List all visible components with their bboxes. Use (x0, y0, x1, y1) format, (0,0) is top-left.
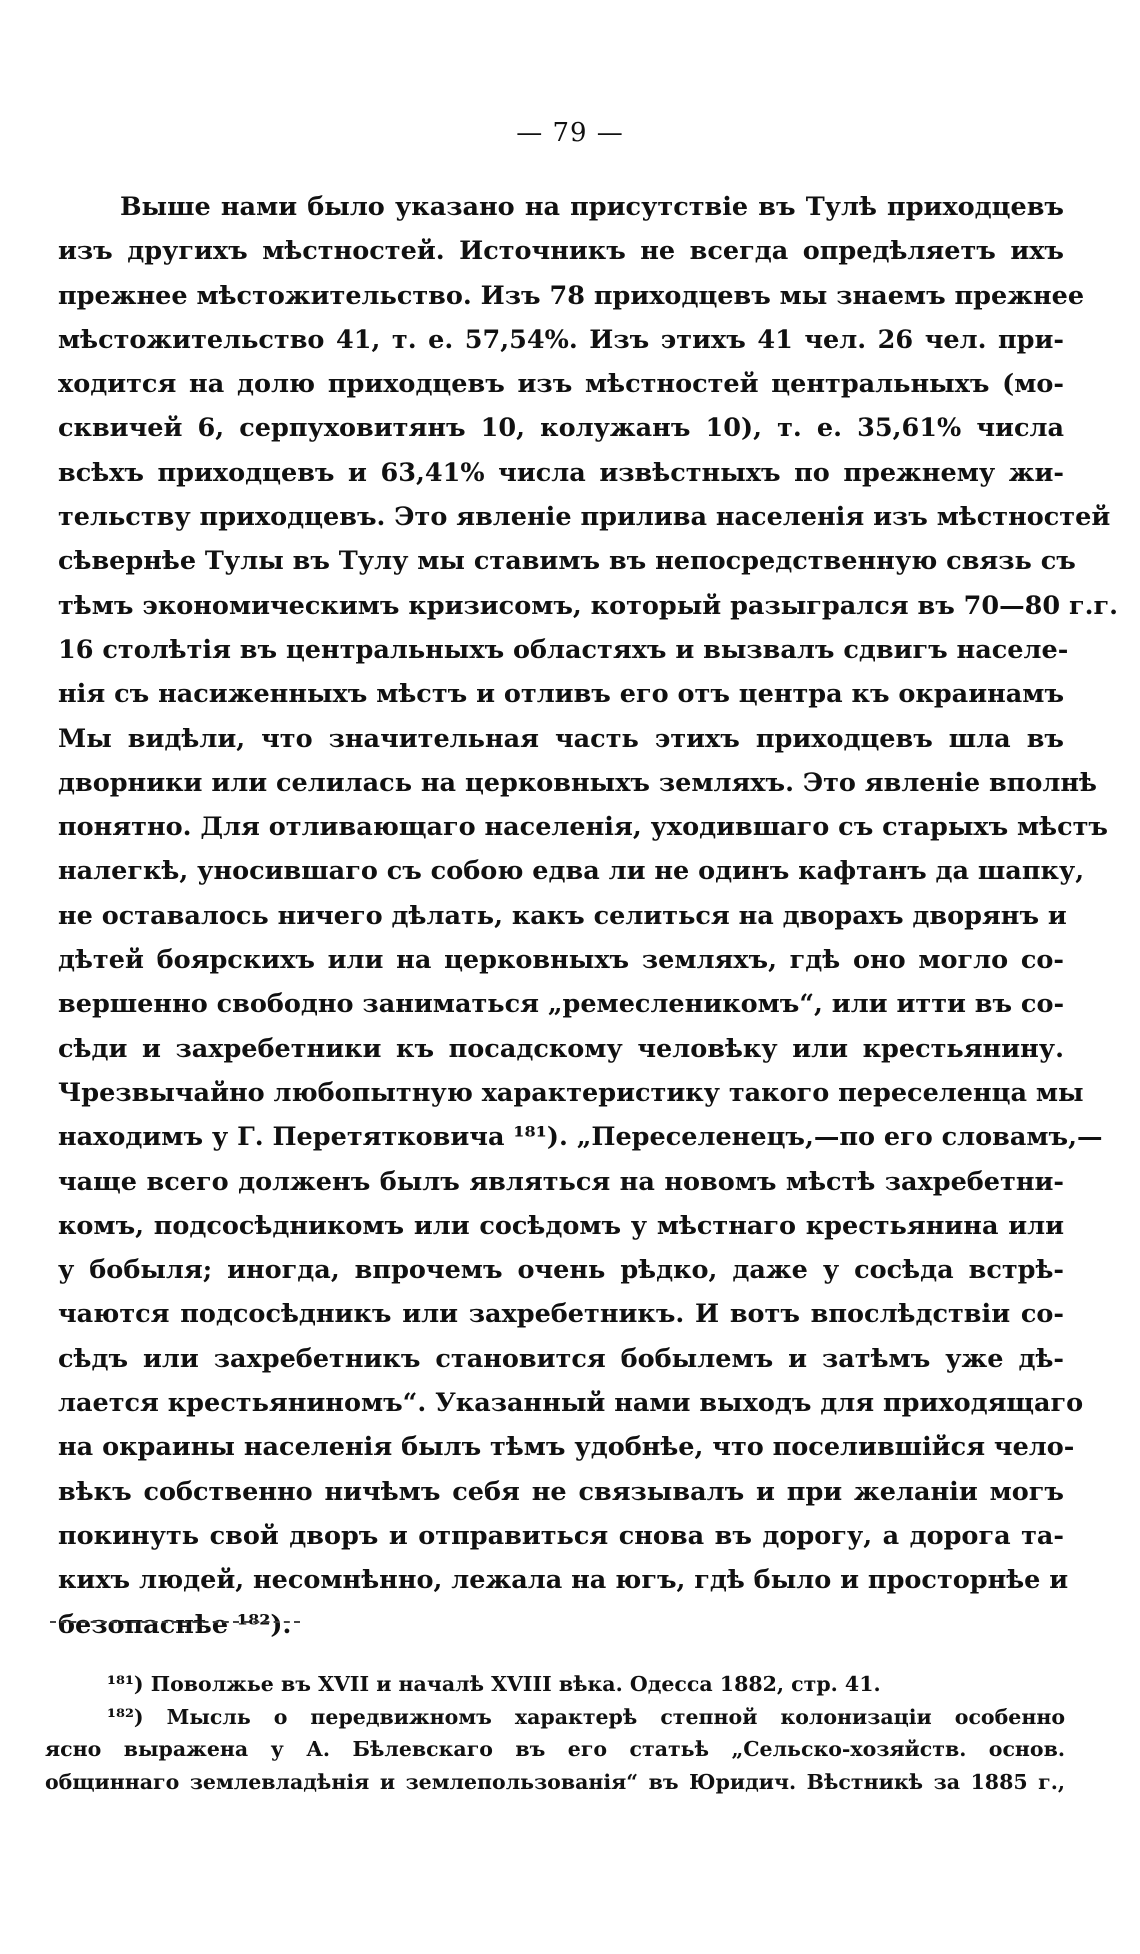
text-line: находимъ у Г. Перетятковича ¹⁸¹). „Переселенецъ,—по его словамъ,— (58, 1122, 1103, 1153)
text-line: налегкѣ, уносившаго съ собою едва ли не одинъ кафтанъ да шапку, (58, 856, 1085, 887)
footnote-line: ¹⁸¹) Поволжье въ XVII и началѣ XVIII вѣка. Одесса 1882, стр. 41. (107, 1672, 881, 1696)
text-line: сквичей 6, серпуховитянъ 10, колужанъ 10), т. е. 35,61% числа (58, 413, 1064, 444)
text-line: у бобыля; иногда, впрочемъ очень рѣдко, даже у сосѣда встрѣ- (58, 1255, 1064, 1286)
main-text-block (58, 185, 1119, 1647)
text-line: тѣмъ экономическимъ кризисомъ, который разыгрался въ 70—80 г.г. (58, 590, 1119, 621)
text-line: на окраины населенія былъ тѣмъ удобнѣе, что поселившійся чело- (58, 1432, 1075, 1463)
footnote-separator (50, 1621, 300, 1623)
footnote-line: ясно выражена у А. Бѣлевскаго въ его статьѣ „Сельско-хозяйств. основ. (45, 1737, 1065, 1762)
text-line: Мы видѣли, что значительная часть этихъ приходцевъ шла въ (58, 723, 1064, 754)
footnote-line: ¹⁸²) Мысль о передвижномъ характерѣ степной колонизаціи особенно (107, 1704, 1065, 1729)
text-line: кихъ людей, несомнѣнно, лежала на югъ, гдѣ было и просторнѣе и (58, 1565, 1069, 1596)
footnote-line: общиннаго землевладѣнія и землепользованія“ въ Юридич. Вѣстникѣ за 1885 г., (45, 1770, 1065, 1795)
text-line: чаются подсосѣдникъ или захребетникъ. И вотъ впослѣдствіи со- (58, 1299, 1064, 1330)
text-line: прежнее мѣстожительство. Изъ 78 приходцевъ мы знаемъ прежнее (58, 280, 1085, 311)
text-line: понятно. Для отливающаго населенія, уходившаго съ старыхъ мѣстъ (58, 812, 1108, 843)
text-line: изъ другихъ мѣстностей. Источникъ не всегда опредѣляетъ ихъ (58, 236, 1064, 267)
text-line: мѣстожительство 41, т. е. 57,54%. Изъ этихъ 41 чел. 26 чел. при- (58, 324, 1064, 355)
text-line: вѣкъ собственно ничѣмъ себя не связывалъ и при желаніи могъ (58, 1476, 1064, 1507)
text-line: тельству приходцевъ. Это явленіе прилива населенія изъ мѣстностей (58, 502, 1111, 533)
text-line: 16 столѣтія въ центральныхъ областяхъ и вызвалъ сдвигъ населе- (58, 634, 1069, 665)
text-line: Чрезвычайно любопытную характеристику такого переселенца мы (58, 1077, 1084, 1108)
text-line: сѣдъ или захребетникъ становится бобылемъ и затѣмъ уже дѣ- (58, 1343, 1064, 1374)
text-line: нія съ насиженныхъ мѣстъ и отливъ его отъ центра къ окраинамъ (58, 679, 1064, 710)
text-line: Выше нами было указано на присутствіе въ Тулѣ приходцевъ (120, 192, 1064, 222)
text-line: ходится на долю приходцевъ изъ мѣстностей центральныхъ (мо- (58, 369, 1064, 400)
text-line: безопаснѣе ¹⁸²). (58, 1609, 292, 1640)
text-line: сѣвернѣе Тулы въ Тулу мы ставимъ въ непосредственную связь съ (58, 546, 1076, 577)
text-line: чаще всего долженъ былъ являться на новомъ мѣстѣ захребетни- (58, 1166, 1064, 1197)
footnotes-block (45, 1668, 1065, 1799)
page-number: — 79 — (516, 118, 624, 148)
text-line: не оставалось ничего дѣлать, какъ селиться на дворахъ дворянъ и (58, 900, 1067, 931)
text-line: покинуть свой дворъ и отправиться снова въ дорогу, а дорога та- (58, 1520, 1064, 1551)
text-line: вершенно свободно заниматься „ремесленикомъ“, или итти въ со- (58, 989, 1065, 1020)
text-line: комъ, подсосѣдникомъ или сосѣдомъ у мѣстнаго крестьянина или (58, 1210, 1064, 1241)
text-line: лается крестьяниномъ“. Указанный нами выходъ для приходящаго (58, 1388, 1084, 1419)
text-line: сѣди и захребетники къ посадскому человѣку или крестьянину. (58, 1033, 1064, 1064)
text-line: дворники или селилась на церковныхъ земляхъ. Это явленіе вполнѣ (58, 767, 1097, 798)
text-line: всѣхъ приходцевъ и 63,41% числа извѣстныхъ по прежнему жи- (58, 457, 1064, 488)
text-line: дѣтей боярскихъ или на церковныхъ земляхъ, гдѣ оно могло со- (58, 945, 1064, 976)
